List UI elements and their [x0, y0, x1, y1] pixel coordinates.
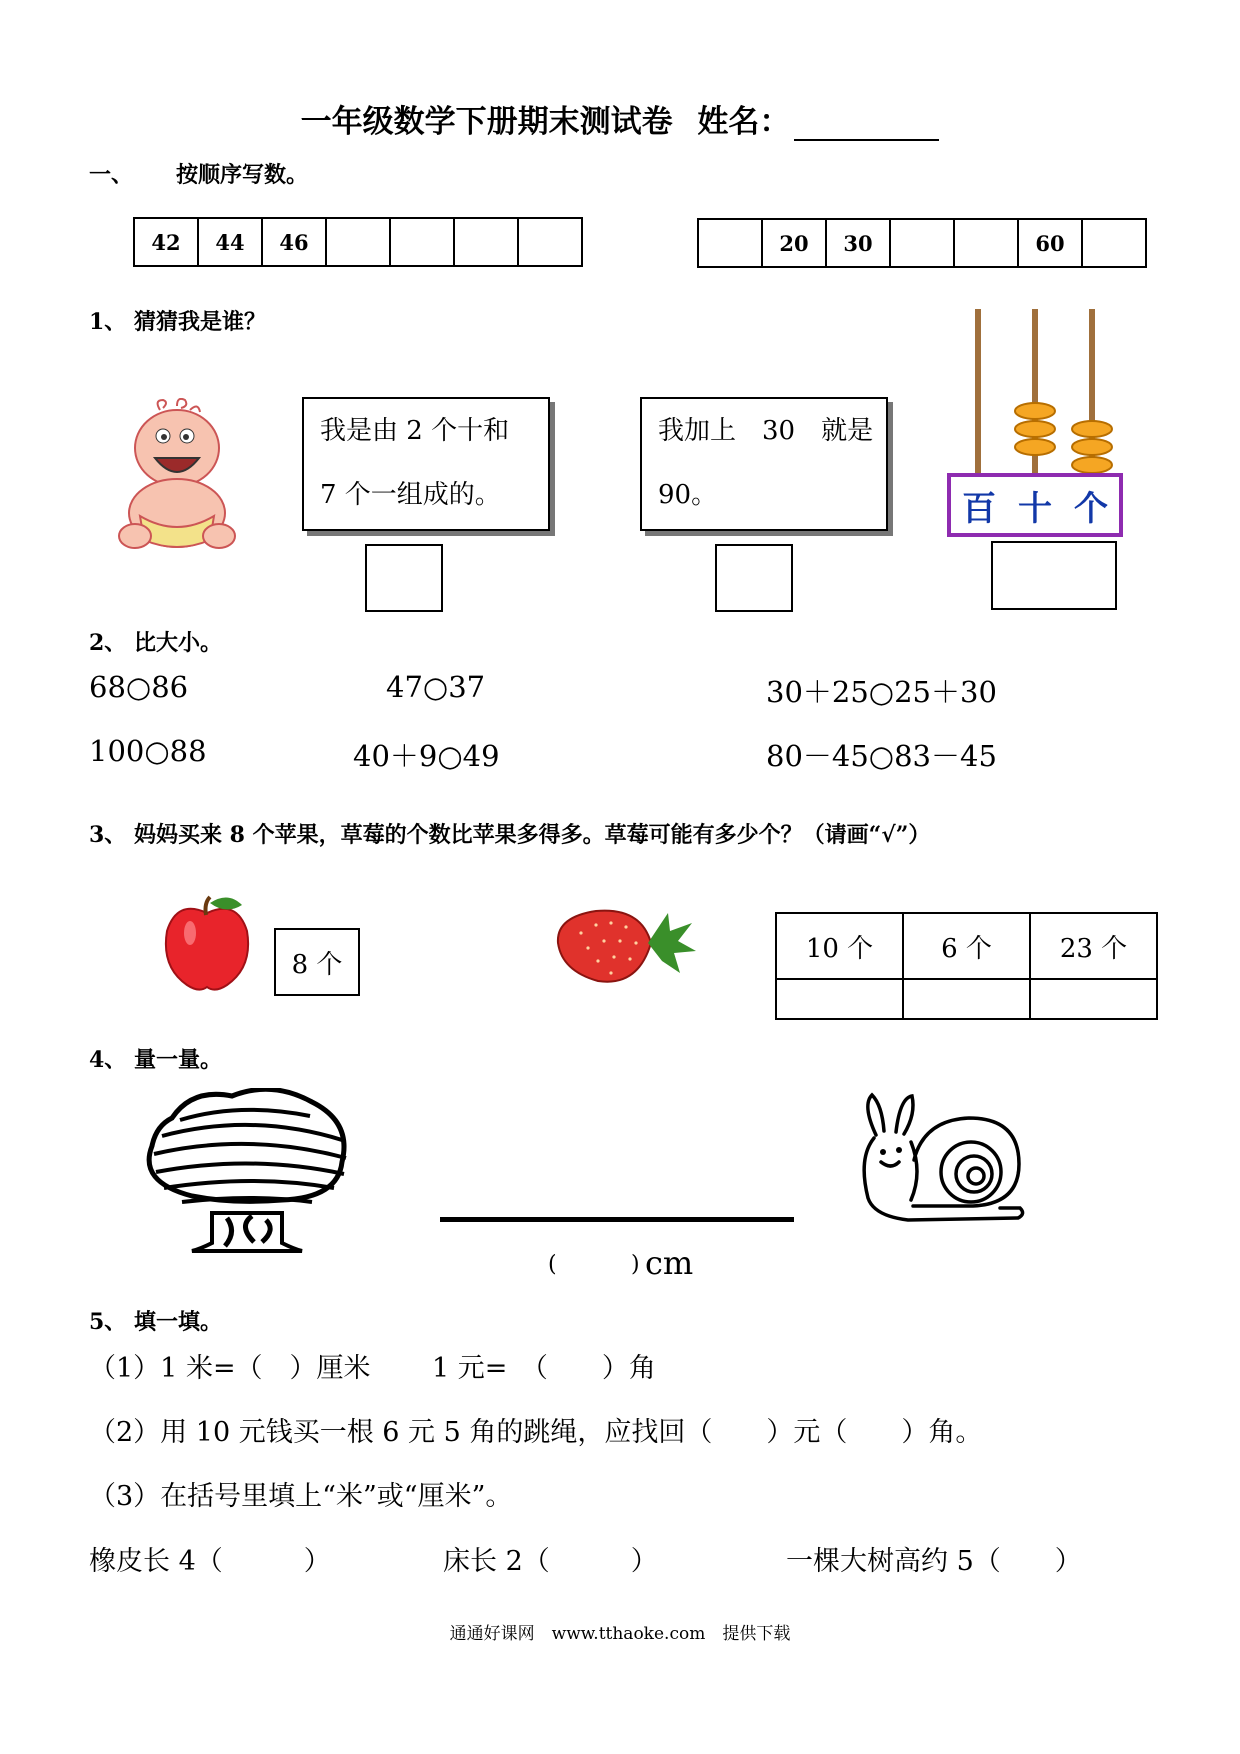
q3-title: 3、 妈妈买来 8 个苹果，草莓的个数比苹果多得多。草莓可能有多少个？（请画“√”）	[89, 822, 931, 848]
answer-box-3[interactable]	[991, 541, 1117, 610]
seq-left-cell[interactable]	[454, 218, 518, 266]
q5-line1b[interactable]: 1 元= （ ）角	[432, 1353, 656, 1384]
abacus-label-hundreds: 百	[962, 488, 996, 529]
tree-illustration	[142, 1088, 352, 1253]
abacus-bead	[1015, 439, 1055, 455]
abacus-bead	[1015, 421, 1055, 437]
compare-item[interactable]: 47○37	[386, 670, 486, 704]
seq-right-cell[interactable]	[890, 219, 954, 267]
seq-left-cell: 42	[134, 218, 198, 266]
abacus-bead	[1072, 439, 1112, 455]
abacus-place-labels	[947, 473, 1123, 537]
sequence-table-left	[133, 217, 583, 267]
exam-title: 一年级数学下册期末测试卷	[300, 104, 673, 140]
compare-item[interactable]: 40＋9○49	[353, 739, 500, 773]
seq-left-cell[interactable]	[326, 218, 390, 266]
measure-answer-open[interactable]: (	[548, 1252, 557, 1277]
speech-box-2	[640, 397, 888, 531]
abacus-label-ones: 个	[1074, 488, 1108, 529]
baby-illustration	[115, 398, 240, 553]
fill-unit-bed[interactable]: 床长 2（ ）	[443, 1546, 658, 1577]
speech-box-2-line2: 90。	[658, 480, 718, 510]
speech-box-1-line2: 7 个一组成的。	[320, 480, 501, 510]
measure-unit: cm	[645, 1244, 694, 1282]
answer-box-2[interactable]	[715, 544, 793, 612]
compare-item[interactable]: 30＋25○25＋30	[766, 675, 997, 709]
section-one-number: 一、	[89, 162, 134, 188]
seq-right-cell: 30	[826, 219, 890, 267]
abacus-bead	[1015, 403, 1055, 419]
answer-box-1[interactable]	[365, 544, 443, 612]
fill-unit-tree[interactable]: 一棵大树高约 5（ ）	[786, 1546, 1082, 1577]
strawberry-illustration	[556, 893, 696, 993]
speech-box-1-line1: 我是由 2 个十和	[320, 416, 510, 446]
q5-line1a[interactable]: （1）1 米=（ ）厘米	[89, 1353, 371, 1384]
q5-line2[interactable]: （2）用 10 元钱买一根 6 元 5 角的跳绳，应找回（ ）元（ ）角。	[89, 1417, 983, 1448]
option-check-cell[interactable]	[1030, 979, 1157, 1019]
seq-left-cell[interactable]	[390, 218, 454, 266]
abacus-label-tens: 十	[1018, 488, 1052, 529]
q1-title: 1、 猜猜我是谁？	[89, 309, 266, 335]
abacus	[945, 307, 1125, 539]
sequence-table-right	[697, 218, 1147, 268]
option-label: 10 个	[776, 913, 903, 979]
abacus-bead	[1072, 421, 1112, 437]
page-title	[0, 96, 1240, 141]
speech-box-2-line1: 我加上 30 就是	[658, 416, 874, 446]
measure-answer-close: )	[631, 1252, 640, 1277]
snail-illustration	[856, 1090, 1031, 1225]
abacus-bead	[1072, 457, 1112, 473]
compare-item[interactable]: 68○86	[89, 670, 189, 704]
speech-box-1	[302, 397, 550, 531]
section-one-title: 按顺序写数。	[176, 162, 309, 188]
strawberry-options-table	[775, 912, 1158, 1020]
name-field[interactable]	[794, 111, 939, 141]
name-label: 姓名：	[697, 104, 791, 140]
seq-right-cell[interactable]	[698, 219, 762, 267]
option-check-cell[interactable]	[903, 979, 1030, 1019]
apple-count-box: 8 个	[274, 928, 360, 996]
seq-left-cell: 46	[262, 218, 326, 266]
footer-credit: 通通好课网 www.tthaoke.com 提供下载	[449, 1624, 791, 1644]
fill-unit-eraser[interactable]: 橡皮长 4（ ）	[89, 1546, 331, 1577]
apple-illustration	[162, 891, 252, 991]
q2-title: 2、 比大小。	[89, 630, 222, 656]
q5-line3: （3）在括号里填上“米”或“厘米”。	[89, 1481, 513, 1512]
q5-title: 5、 填一填。	[89, 1309, 222, 1335]
seq-right-cell[interactable]	[1082, 219, 1146, 267]
option-label: 6 个	[903, 913, 1030, 979]
q4-title: 4、 量一量。	[89, 1047, 222, 1073]
seq-right-cell[interactable]	[954, 219, 1018, 267]
seq-left-cell: 44	[198, 218, 262, 266]
compare-item[interactable]: 80－45○83－45	[766, 739, 997, 773]
compare-item[interactable]: 100○88	[89, 734, 207, 768]
option-check-cell[interactable]	[776, 979, 903, 1019]
seq-right-cell: 20	[762, 219, 826, 267]
seq-left-cell[interactable]	[518, 218, 582, 266]
measure-line	[440, 1217, 794, 1222]
option-label: 23 个	[1030, 913, 1157, 979]
abacus-rod-hundreds	[975, 309, 981, 479]
seq-right-cell: 60	[1018, 219, 1082, 267]
